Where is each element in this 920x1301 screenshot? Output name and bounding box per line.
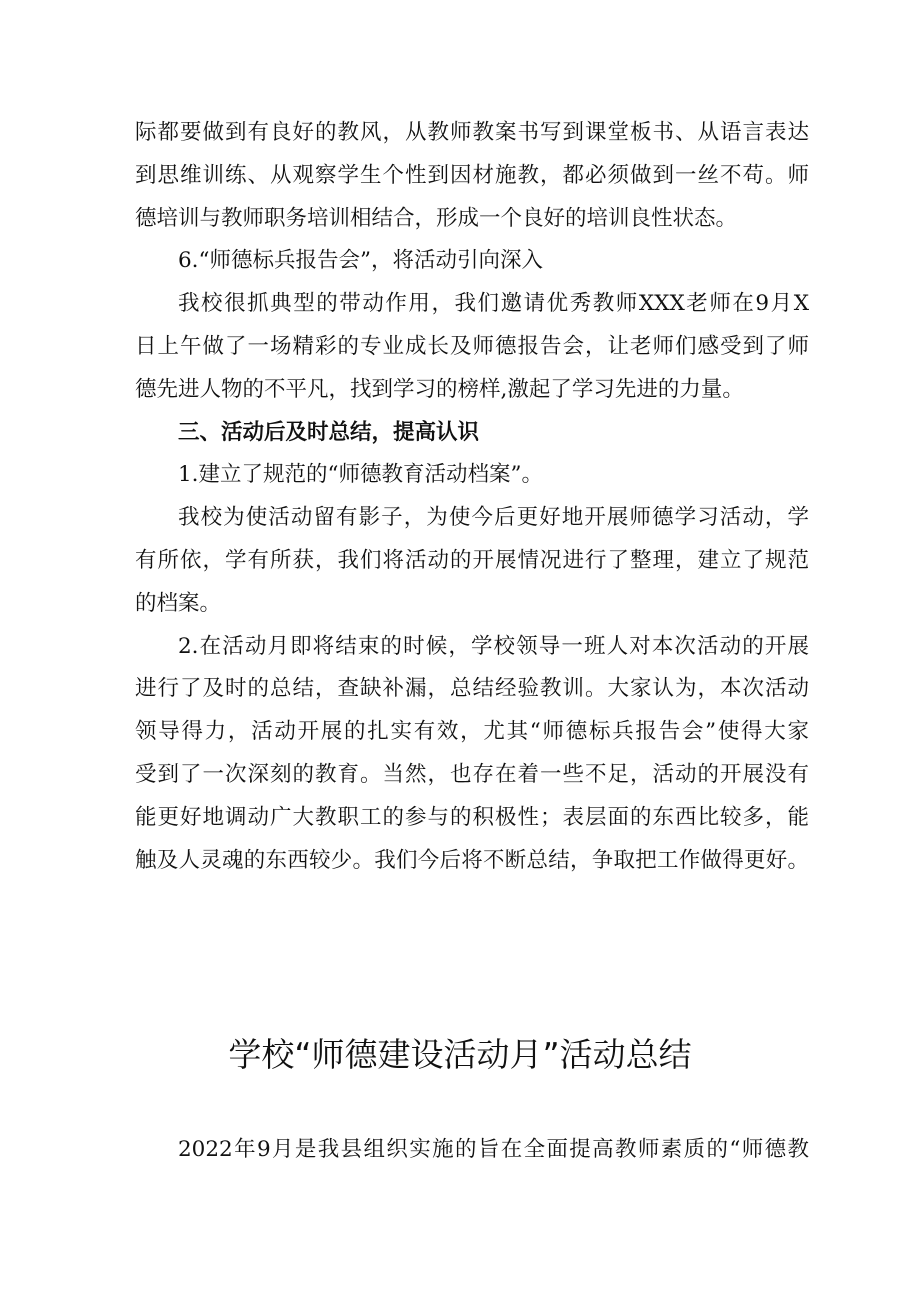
text-line: 我校很抓典型的带动作用，我们邀请优秀教师XXX老师在9月X [178, 291, 809, 317]
text-line: 领导得力，活动开展的扎实有效，尤其“师德标兵报告会”使得大家 [135, 719, 809, 745]
text-line: 2022年9月是我县组织实施的旨在全面提高教师素质的“师德教 [178, 1137, 809, 1162]
text-line: 触及人灵魂的东西较少。我们今后将不断总结，争取把工作做得更好。 [135, 847, 809, 873]
text-line: 进行了及时的总结，查缺补漏，总结经验教训。大家认为，本次活动 [135, 676, 809, 702]
text-line: 6.“师德标兵报告会”，将活动引向深入 [178, 248, 543, 274]
text-line: 德培训与教师职务培训相结合，形成一个良好的培训良性状态。 [135, 205, 738, 231]
text-line: 能更好地调动广大教职工的参与的积极性；表层面的东西比较多，能 [135, 804, 809, 830]
text-line: 2.在活动月即将结束的时候，学校领导一班人对本次活动的开展 [178, 633, 809, 659]
document-body-2 [135, 1133, 809, 1176]
text-line: 的档案。 [135, 590, 222, 616]
text-line: 我校为使活动留有影子，为使今后更好地开展师德学习活动，学 [178, 505, 809, 531]
document-body [135, 116, 809, 886]
document-title: 学校“师德建设活动月”活动总结 [228, 1035, 692, 1074]
text-line: 有所依，学有所获，我们将活动的开展情况进行了整理，建立了规范 [135, 547, 809, 573]
text-line: 德先进人物的不平凡，找到学习的榜样,激起了学习先进的力量。 [135, 376, 744, 402]
text-line: 1.建立了规范的“师德教育活动档案”。 [178, 462, 543, 488]
text-line: 日上午做了一场精彩的专业成长及师德报告会，让老师们感受到了师 [135, 333, 809, 359]
text-line: 受到了一次深刻的教育。当然，也存在着一些不足，活动的开展没有 [135, 761, 809, 787]
text-line: 到思维训练、从观察学生个性到因材施教，都必须做到一丝不苟。师 [135, 162, 809, 188]
text-line: 三、活动后及时总结，提高认识 [178, 419, 480, 445]
text-line: 际都要做到有良好的教风，从教师教案书写到课堂板书、从语言表达 [135, 120, 809, 145]
